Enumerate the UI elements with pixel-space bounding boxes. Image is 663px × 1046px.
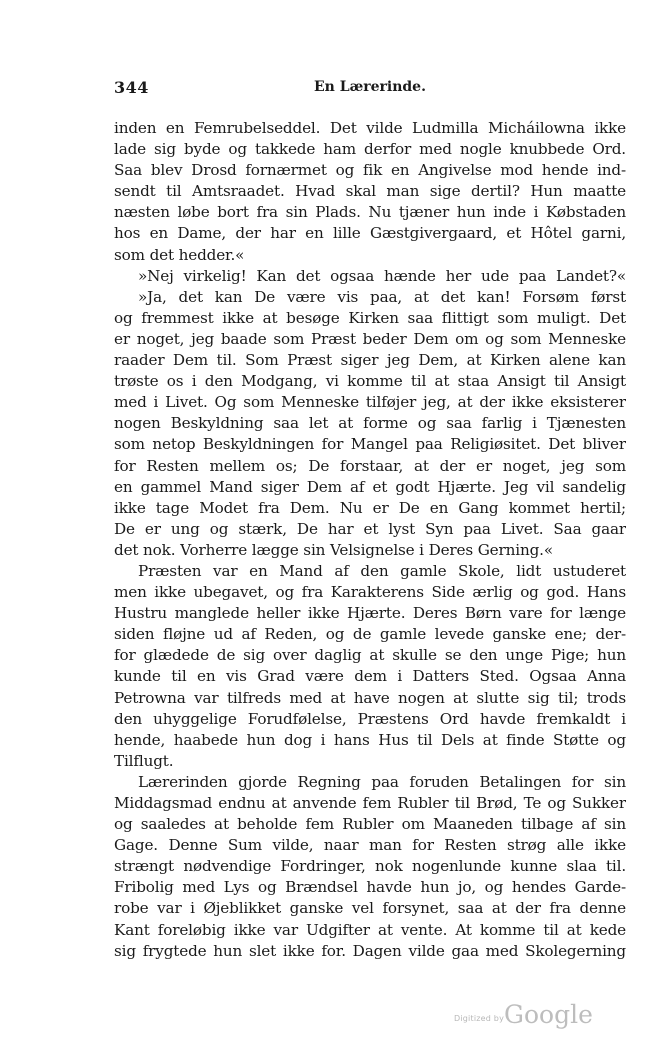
text-line: trøste os i den Modgang, vi komme til at staa Ansigt til Ansigt [114,372,626,391]
text-line: »Nej virkelig! Kan det ogsaa hænde her ude paa Landet?« [138,266,626,285]
text-line: som netop Beskyldningen for Mangel paa Religiøsitet. Det bliver [114,435,626,454]
digitized-by-label: Digitized by [454,1014,504,1023]
text-line: sig frygtede hun slet ikke for. Dagen vilde gaa med Skolegerning [114,941,626,960]
text-line: for glædede de sig over daglig at skulle se den unge Pige; hun [114,646,626,665]
running-title: En Lærerinde. [314,79,426,95]
text-line: lade sig byde og takkede ham derfor med nogle knubbede Ord. [114,140,626,159]
text-line: raader Dem til. Som Præst siger jeg Dem, at Kirken alene kan [114,351,626,370]
text-line: næsten løbe bort fra sin Plads. Nu tjæner hun inde i Købstaden [114,203,626,222]
text-line: men ikke ubegavet, og fra Karakterens Side ærlig og god. Hans [114,583,626,602]
text-line: kunde til en vis Grad være dem i Datters Sted. Ogsaa Anna [114,667,626,686]
page-number: 344 [114,78,149,97]
text-line: Petrowna var tilfreds med at have nogen at slutte sig til; trods [114,688,626,707]
text-line: og saaledes at beholde fem Rubler om Maaneden tilbage af sin [114,815,626,834]
text-line: strængt nødvendige Fordringer, nok nogenlunde kunne slaa til. [114,857,626,876]
text-line: er noget, jeg baade som Præst beder Dem om og som Menneske [114,329,626,348]
text-line: Gage. Denne Sum vilde, naar man for Resten strøg alle ikke [114,836,626,855]
text-line: Præsten var en Mand af den gamle Skole, lidt ustuderet [138,561,626,580]
text-line: med i Livet. Og som Menneske tilføjer jeg, at der ikke eksisterer [114,393,626,412]
text-line: hende, haabede hun dog i hans Hus til Dels at finde Støtte og [114,730,626,749]
text-line: og fremmest ikke at besøge Kirken saa flittigt som muligt. Det [114,308,626,327]
text-line: Tilflugt. [114,751,174,770]
text-line: ikke tage Modet fra Dem. Nu er De en Gang kommet hertil; [114,498,626,517]
text-line: hos en Dame, der har en lille Gæstgivergaard, et Hôtel garni, [114,224,626,243]
text-line: inden en Femrubelseddel. Det vilde Ludmilla Micháilowna ikke [114,119,626,137]
text-line: den uhyggelige Forudfølelse, Præstens Ord havde fremkaldt i [114,709,626,728]
text-line: Middagsmad endnu at anvende fem Rubler til Brød, Te og Sukker [114,794,626,812]
google-logo: Google [504,1000,593,1029]
text-line: det nok. Vorherre lægge sin Velsignelse i Deres Gerning.« [114,540,553,559]
text-line: Lærerinden gjorde Regning paa foruden Betalingen for sin [138,772,626,791]
page-header [114,78,626,102]
text-line: Saa blev Drosd fornærmet og fik en Angivelse mod hende ind- [114,161,626,180]
text-line: som det hedder.« [114,245,245,264]
text-line: De er ung og stærk, De har et lyst Syn paa Livet. Saa gaar [114,519,626,538]
text-line: Fribolig med Lys og Brændsel havde hun jo, og hendes Garde- [114,878,626,897]
body-text [114,118,626,962]
digitized-watermark [454,1000,593,1032]
text-line: nogen Beskyldning saa let at forme og saa farlig i Tjænesten [114,414,626,433]
text-line: robe var i Øjeblikket ganske vel forsynet, saa at der fra denne [114,899,626,918]
text-line: sendt til Amtsraadet. Hvad skal man sige dertil? Hun maatte [114,182,626,201]
text-line: siden fløjne ud af Reden, og de gamle levede ganske ene; der- [114,625,626,644]
text-line: en gammel Mand siger Dem af et godt Hjærte. Jeg vil sandelig [114,477,626,496]
text-line: Hustru manglede heller ikke Hjærte. Deres Børn vare for længe [114,604,626,623]
text-line: for Resten mellem os; De forstaar, at der er noget, jeg som [114,456,626,475]
text-line: Kant foreløbig ikke var Udgifter at vente. At komme til at kede [114,920,626,939]
text-line: »Ja, det kan De være vis paa, at det kan! Forsøm først [138,287,626,306]
